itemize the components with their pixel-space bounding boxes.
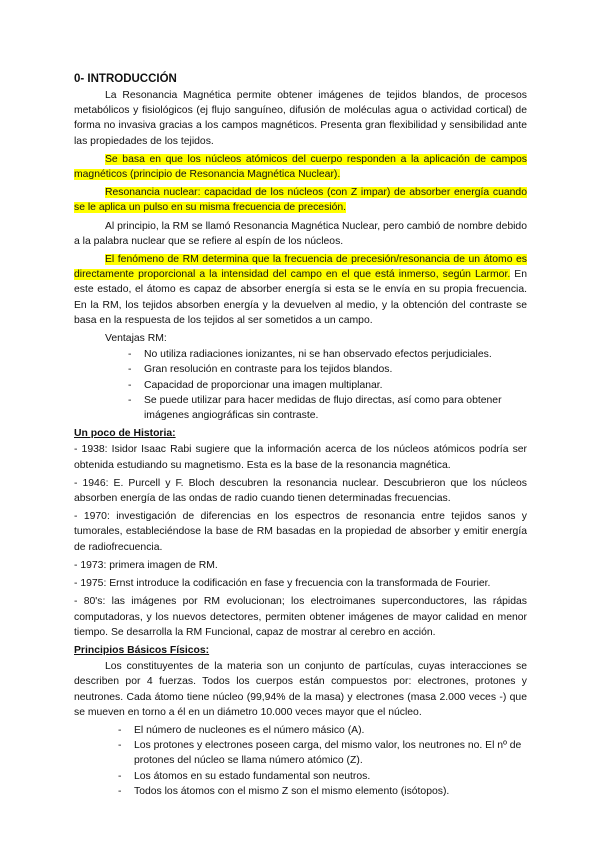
intro-paragraph-4: Al principio, la RM se llamó Resonancia Magnética Nuclear, pero cambió de nombre debido a la palabra nuclear que se refiere al espín de los núcleos.	[74, 220, 527, 247]
highlighted-text: Se basa en que los núcleos atómicos del cuerpo responden a la aplicación de campos magnéticos (principio de Resonancia Magnética Nuclear).	[74, 153, 527, 181]
list-item: - Los protones y electrones poseen carga, del mismo valor, los neutrones no. El nº de protones del núcleo se llama número atómico (Z).	[118, 740, 522, 767]
bullet-dash: -	[128, 364, 132, 376]
list-item: - Gran resolución en contraste para los tejidos blandos.	[74, 362, 527, 377]
list-item: - Capacidad de proporcionar una imagen multiplanar.	[74, 378, 527, 393]
ventajas-list	[74, 347, 527, 423]
historia-title: Un poco de Historia:	[74, 428, 176, 440]
historia-item: - 80's: las imágenes por RM evolucionan; los electroimanes superconductores, las rápidas computadoras, y los nuevos detectores, permiten obtener imágenes de mayor calidad en menor tiempo. Se desarrolla la RM Funcional, capaz de mostrar al cerebro en acción.	[74, 596, 527, 638]
intro-paragraph-3	[74, 185, 527, 215]
intro-paragraph-5	[74, 252, 527, 328]
historia-item: - 1975: Ernst introduce la codificación en fase y frecuencia con la transformada de Fourier.	[74, 578, 491, 590]
list-item: - Los átomos en su estado fundamental son neutros.	[74, 769, 527, 784]
intro-paragraph-2	[74, 152, 527, 182]
list-item: - Todos los átomos con el mismo Z son el mismo elemento (isótopos).	[74, 784, 527, 799]
list-item: - El número de nucleones es el número másico (A).	[74, 723, 527, 738]
ventajas-label: Ventajas RM:	[105, 333, 167, 345]
bullet-dash: -	[118, 770, 122, 782]
bullet-dash: -	[118, 724, 122, 736]
principios-title: Principios Básicos Físicos:	[74, 644, 210, 656]
list-item: - No utiliza radiaciones ionizantes, ni se han observado efectos perjudiciales.	[74, 347, 527, 362]
bullet-dash: -	[128, 349, 132, 361]
intro-paragraph-1: La Resonancia Magnética permite obtener imágenes de tejidos blandos, de procesos metabólicos y fisiológicos (ej flujo sanguíneo, difusión de moléculas agua o actividad cortical) de forma no invasiva gracias a los campos magnéticos. Presenta gran flexibilidad y sensibilidad ante las propiedades de los tejidos.	[74, 90, 527, 147]
highlighted-text: El fenómeno de RM determina que la frecuencia de precesión/resonancia de un átomo es directamente proporcional a la intensidad del campo en el que está inmerso, según Larmor.	[74, 254, 527, 281]
historia-item: - 1973: primera imagen de RM.	[74, 559, 218, 571]
bullet-dash: -	[118, 785, 122, 797]
historia-item: - 1970: investigación de diferencias en los espectros de resonancia entre tejidos sanos y tumorales, estableciéndose la base de RM basadas en la propiedad de absorber y emitir energía de radiofrecuencia.	[74, 511, 527, 553]
paragraph-text: En este estado, el átomo es capaz de absorber energía si esta se le envía en su propia frecuencia. En la RM, los tejidos absorben energía y la devuelven al medio, y la obtención del contraste se basa en la respuesta de los tejidos al ser sometidos a un campo.	[74, 269, 527, 326]
bullet-dash: -	[118, 740, 122, 752]
historia-item: - 1946: E. Purcell y F. Bloch descubren la resonancia nuclear. Descubrieron que los núcleos absorben energía de las ondas de radio cuando tienen determinadas frecuencias.	[74, 477, 527, 505]
highlighted-text: Resonancia nuclear: capacidad de los núcleos (con Z impar) de absorber energía cuando se le aplica un pulso en su misma frecuencia de precesión.	[74, 187, 527, 214]
historia-item: - 1938: Isidor Isaac Rabi sugiere que la información acerca de los núcleos atómicos podría ser obtenida estudiando su magnetismo. Esta es la base de la resonancia magnética.	[74, 444, 527, 471]
bullet-dash: -	[128, 394, 132, 406]
intro-title: 0- INTRODUCCIÓN	[74, 73, 177, 85]
principios-paragraph: Los constituyentes de la materia son un conjunto de partículas, cuyas interacciones se describen por 4 fuerzas. Todos los cuerpos están compuestos por: electrones, protones y neutrones. Cada átomo tiene núcleo (99,94% de la masa) y electrones (masa 2.000 veces -) que se mueven en torno a él en un diámetro 10.000 veces mayor que el núcleo.	[74, 661, 527, 718]
bullet-dash: -	[128, 379, 132, 391]
document-body	[74, 72, 527, 802]
list-item: - Se puede utilizar para hacer medidas de flujo directas, así como para obtener imágenes angiográficas sin contraste.	[128, 394, 502, 422]
principios-list	[74, 723, 527, 799]
